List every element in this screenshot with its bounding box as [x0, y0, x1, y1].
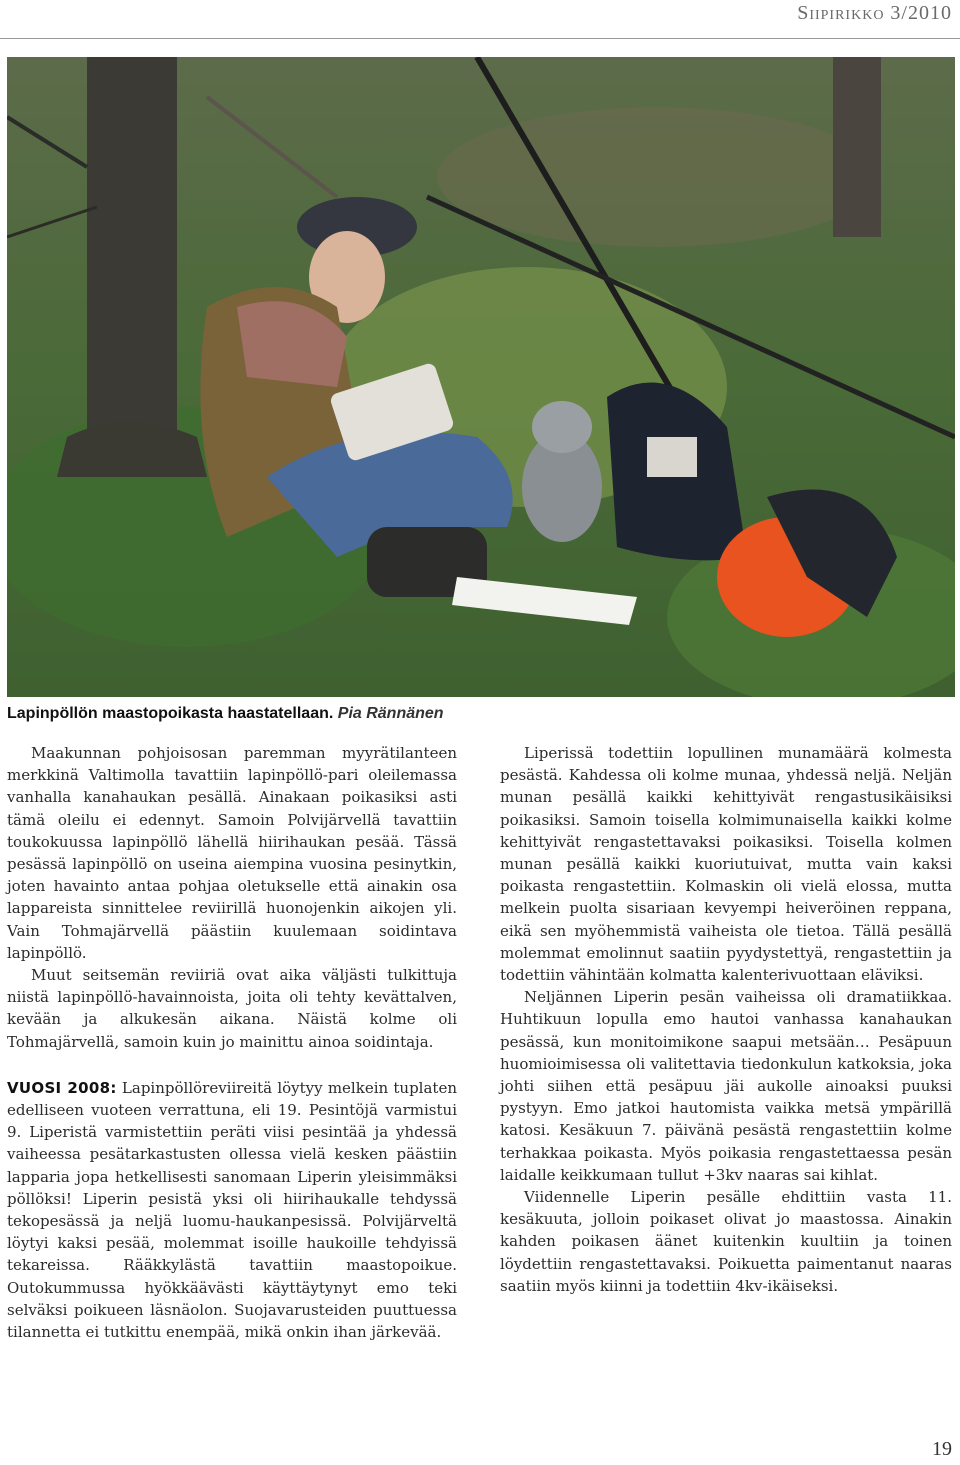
paragraph: Liperissä todettiin lopullinen munamäärä kolmesta pesästä. Kahdessa oli kolme munaa, yhdessä neljä. Neljän munan pesällä kaikki kehittyivät rengastusikäisiksi poikasiksi. Samoin toisella kolmimunaisella kaikki kolme kehittyivät rengastettavaksi poikasiksi. Toisella kolmen munan pesällä kaikki kuoriutuivat, mutta vain kaksi poikasta rengastettiin. Kolmaskin oli vielä elossa, mutta melkein puolta sisariaan kevyempi heiveröinen reppana, eikä sen myöhemmistä vaiheista ole tietoa. Tällä pesällä molemmat emolinnut saatiin pyydystettyä, rengastettiin ja todettiin vähintään kolmatta kalenterivuottaan eläviksi.	[500, 744, 952, 985]
header-divider	[0, 38, 960, 39]
field-photo	[7, 57, 955, 697]
page-number: 19	[932, 1438, 952, 1460]
paragraph: Maakunnan pohjoisosan paremman myyrätilanteen merkkinä Valtimolla tavattiin lapinpöllö-pari oleilemassa vanhalla kanahaukan pesällä. Ainakaan poikasiksi asti tämä oleilu ei edennyt. Samoin Polvijärvellä tavattiin toukokuussa lapinpöllö lähellä hiirihaukan pesää. Tässä pesässä lapinpöllö on useina aiempina vuosina pesinytkin, joten havainto antaa pohjaa oletukselle että ainakin osa lappareista sinnittelee reviirillä huonojenkin aikojen yli. Vain Tohmajärvellä päästiin kuulemaan soidintava lapinpöllö.	[7, 744, 457, 962]
caption-text: Lapinpöllön maastopoikasta haastatellaan.	[7, 705, 334, 722]
year-heading: VUOSI 2008:	[7, 1078, 117, 1097]
photo-caption	[7, 705, 947, 723]
paragraph: Neljännen Liperin pesän vaiheissa oli dramatiikkaa. Huhtikuun lopulla emo hautoi vanhassa kanahaukan pesässä, kun monitoimikone saapui metsään… Pesäpuun huomioimisessa oli valitettavia tiedonkulun katkoksia, joka johti siihen että pesäpuu jäi aukolle ainoaksi puuksi pystyyn. Emo jatkoi hautomista vaikka metsä ympärillä katosi. Kesäkuun 7. päivänä pesästä rengastettiin kolme terhakkaa poikasta. Myös poikasia rengastettaessa pesän laidalle keikkumaan tullut +3kv naaras sai kihlat.	[500, 988, 952, 1184]
paragraph-text: Lapinpöllöreviireitä löytyy melkein tuplaten edelliseen vuoteen verrattuna, eli 19. Pesintöjä varmistui 9. Liperistä varmistettiin peräti viisi pesintää ja yhdessä vaiheessa pesätarkastusten ollessa vielä kesken päästiin lapparia jopa hetkellisesti sanomaan Liperin yleisimmäksi pöllöksi! Liperin pesistä yksi oli hiirihaukalle tehdyssä tekopesässä ja neljä luomu-haukanpesissä. Polvijärveltä löytyi kaksi pesää, molemmat isoille haukoille tehdyissä tekareissa. Rääkkylästä tavattiin maastopoikue. Outokummussa hyökkäävästi käyttäytynyt emo teki selväksi poikueen läsnäolon. Suojavarusteiden puuttuessa tilannetta ei tutkittu enempää, mikä onkin ihan järkevää.	[7, 1078, 457, 1342]
left-column	[7, 742, 457, 1343]
caption-credit: Pia Rännänen	[337, 705, 444, 722]
publication-header: Siipirikko 3/2010	[797, 2, 952, 24]
paragraph: Viidennelle Liperin pesälle ehdittiin vasta 11. kesäkuuta, jolloin poikaset olivat jo maastossa. Ainakin kahden poikasen äänet kuitenkin kuultiin ja toinen löydettiin rengastettavaksi. Poikuetta paimentanut naaras saatiin myös kiinni ja todettiin 4kv-ikäiseksi.	[500, 1188, 952, 1295]
paragraph-year-2008	[7, 1077, 457, 1343]
field-photo-illustration	[7, 57, 955, 697]
right-column	[500, 742, 952, 1297]
paragraph: Muut seitsemän reviiriä ovat aika väljästi tulkittuja niistä lapinpöllö-havainnoista, joita oli tehty kevättalven, kevään ja alkukesän aikana. Näistä kolme oli Tohmajärvellä, samoin kuin jo mainittu ainoa soidintaja.	[7, 966, 457, 1051]
